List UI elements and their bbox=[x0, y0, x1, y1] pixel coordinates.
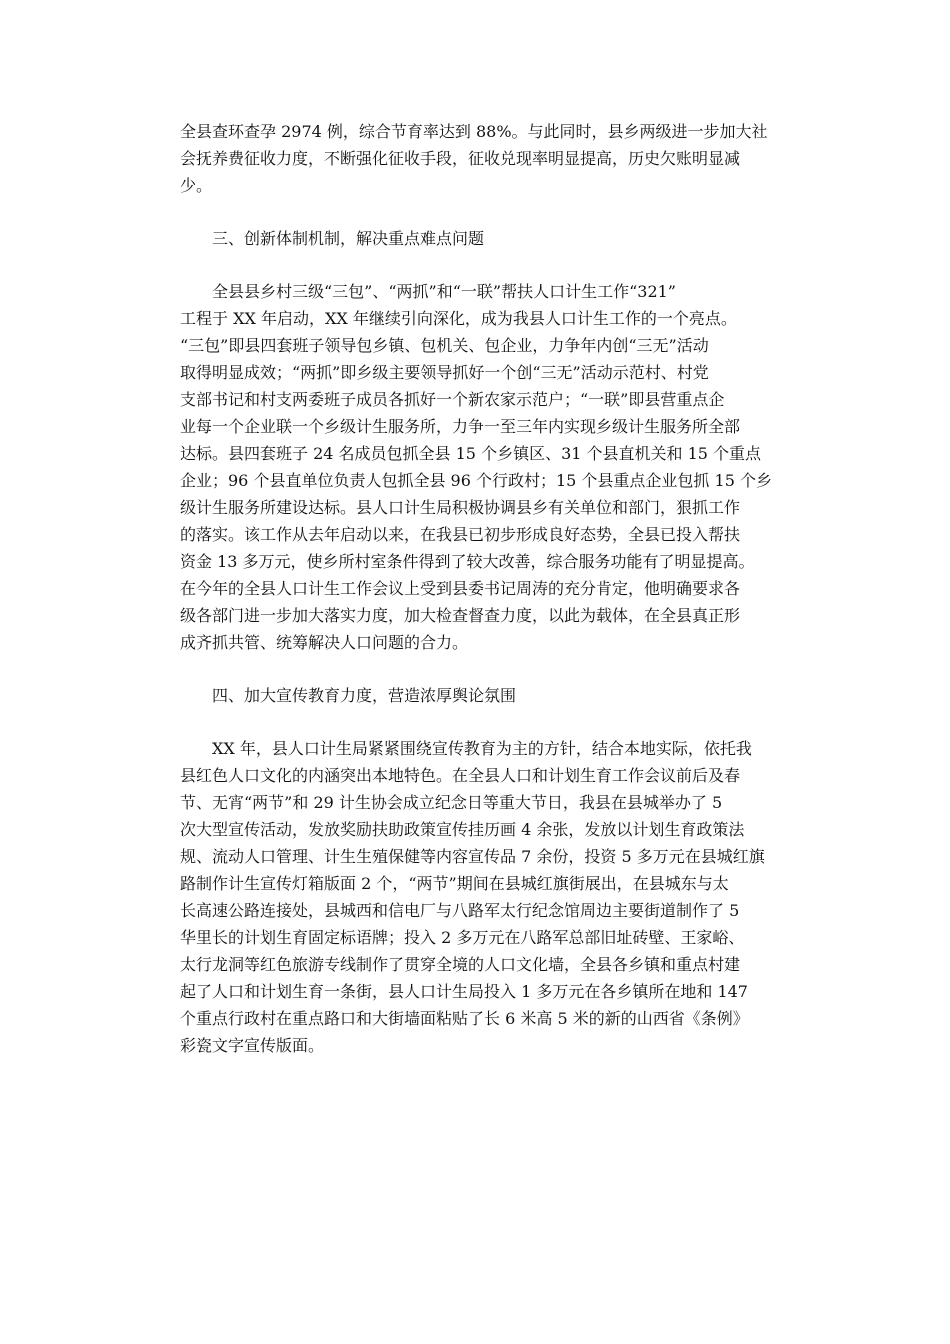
section-heading-4: 四、加大宣传教育力度，营造浓厚舆论氛围 bbox=[212, 686, 517, 705]
text-line: 路制作计生宣传灯箱版面 2 个，“两节”期间在县城红旗街展出，在县城东与太 bbox=[180, 874, 729, 893]
text-line: 的落实。该工作从去年启动以来，在我县已初步形成良好态势，全县已投入帮扶 bbox=[180, 525, 741, 544]
text-line: 级计生服务所建设达标。县人口计生局积极协调县乡有关单位和部门，狠抓工作 bbox=[180, 498, 741, 517]
text-line: 县红色人口文化的内涵突出本地特色。在全县人口和计划生育工作会议前后及春 bbox=[180, 766, 741, 785]
spacer bbox=[180, 199, 780, 225]
text-line: 支部书记和村支两委班子成员各抓好一个新农家示范户；“一联”即县营重点企 bbox=[180, 390, 725, 409]
text-line: 节、无宵“两节”和 29 计生协会成立纪念日等重大节日，我县在县城举办了 5 bbox=[180, 793, 723, 812]
text-line: 级各部门进一步加大落实力度，加大检查督查力度，以此为载体，在全县真正形 bbox=[180, 606, 741, 625]
document-body bbox=[180, 118, 780, 1059]
section-heading-3: 三、创新体制机制，解决重点难点问题 bbox=[212, 229, 485, 248]
paragraph-2 bbox=[180, 278, 780, 656]
text-line: 长高速公路连接处，县城西和信电厂与八路军太行纪念馆周边主要街道制作了 5 bbox=[180, 901, 740, 920]
text-line: “三包”即县四套班子领导包乡镇、包机关、包企业，力争年内创“三无”活动 bbox=[180, 336, 709, 355]
text-line: 取得明显成效；“两抓”即乡级主要领导抓好一个创“三无”活动示范村、村党 bbox=[180, 363, 709, 382]
text-line: XX 年，县人口计生局紧紧围绕宣传教育为主的方针，结合本地实际，依托我 bbox=[212, 739, 752, 758]
paragraph-3 bbox=[180, 735, 780, 1059]
spacer bbox=[180, 252, 780, 278]
text-line: 少。 bbox=[180, 176, 213, 195]
paragraph-1 bbox=[180, 118, 780, 199]
text-line: 起了人口和计划生育一条街，县人口计生局投入 1 多万元在各乡镇所在地和 147 bbox=[180, 982, 748, 1001]
text-line: 个重点行政村在重点路口和大街墙面粘贴了长 6 米高 5 米的新的山西省《条例》 bbox=[180, 1009, 749, 1028]
spacer bbox=[180, 656, 780, 682]
text-line: 业每一个企业联一个乡级计生服务所，力争一至三年内实现乡级计生服务所全部 bbox=[180, 417, 741, 436]
text-line: 工程于 XX 年启动，XX 年继续引向深化，成为我县人口计生工作的一个亮点。 bbox=[180, 309, 737, 328]
text-line: 在今年的全县人口计生工作会议上受到县委书记周涛的充分肯定，他明确要求各 bbox=[180, 579, 741, 598]
text-line: 华里长的计划生育固定标语牌；投入 2 多万元在八路军总部旧址砖壁、王家峪、 bbox=[180, 928, 745, 947]
text-line: 达标。县四套班子 24 名成员包抓全县 15 个乡镇区、31 个县直机关和 15 个重点 bbox=[180, 444, 762, 463]
text-line: 彩瓷文字宣传版面。 bbox=[180, 1036, 325, 1055]
text-line: 企业；96 个县直单位负责人包抓全县 96 个行政村；15 个县重点企业包抓 15 个乡 bbox=[180, 471, 772, 490]
spacer bbox=[180, 709, 780, 735]
text-line: 成齐抓共管、统筹解决人口问题的合力。 bbox=[180, 633, 469, 652]
text-line: 次大型宣传活动，发放奖励扶助政策宣传挂历画 4 余张，发放以计划生育政策法 bbox=[180, 820, 745, 839]
text-line: 规、流动人口管理、计生生殖保健等内容宣传品 7 余份，投资 5 多万元在县城红旗 bbox=[180, 847, 765, 866]
text-line: 全县县乡村三级“三包”、“两抓”和“一联”帮扶人口计生工作“321” bbox=[212, 282, 676, 301]
text-line: 会抚养费征收力度，不断强化征收手段，征收兑现率明显提高，历史欠账明显减 bbox=[180, 149, 741, 168]
text-line: 资金 13 多万元，使乡所村室条件得到了较大改善，综合服务功能有了明显提高。 bbox=[180, 552, 755, 571]
text-line: 全县查环查孕 2974 例，综合节育率达到 88%。与此同时，县乡两级进一步加大社 bbox=[180, 122, 768, 141]
text-line: 太行龙洞等红色旅游专线制作了贯穿全境的人口文化墙，全县各乡镇和重点村建 bbox=[180, 955, 741, 974]
